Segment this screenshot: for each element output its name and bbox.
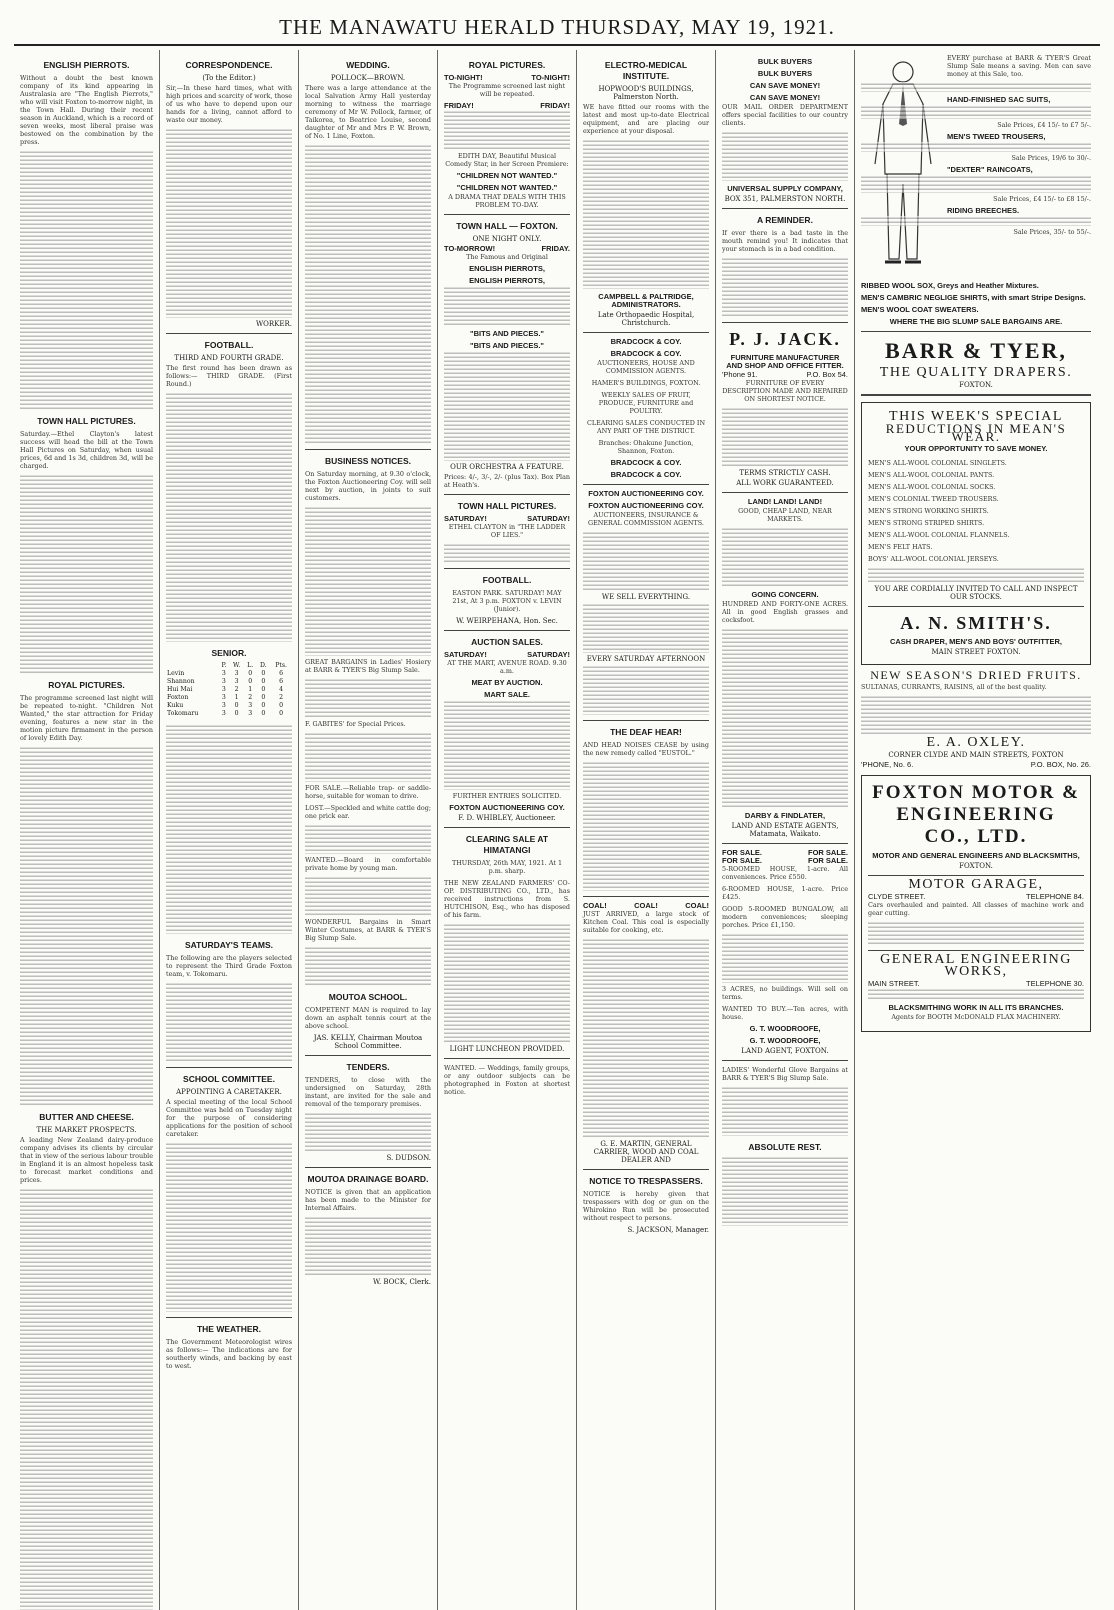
column-3 (299, 50, 438, 1610)
signature: S. DUDSON. (386, 1154, 431, 1162)
ad-label: TO-MORROW! (444, 244, 496, 253)
ad-text: CLEARING SALES CONDUCTED IN ANY PART OF THE DISTRICT. (586, 419, 706, 435)
headline: SCHOOL COMMITTEE. (183, 1074, 275, 1084)
product-name: RIDING BREECHES. (947, 206, 1020, 215)
table-cell: 3 (248, 710, 253, 717)
column-5 (577, 50, 716, 1610)
table-cell: 3 (221, 678, 226, 685)
list-item: MEN'S FELT HATS. (868, 543, 933, 551)
phone-number: TELEPHONE 84. (1026, 892, 1084, 901)
article-text: The programme screened last night will be repeated to-night. "Children Not Wanted," the star attraction for Friday evening, features a new star in the motion picture firmament in the person of lovely Edith Day. (20, 694, 153, 742)
headline: ENGLISH PIERROTS. (43, 60, 130, 70)
signature: F. D. WHIBLEY, Auctioneer. (458, 814, 556, 822)
list-item: MEN'S STRONG WORKING SHIRTS. (868, 507, 989, 515)
signature: G. E. MARTIN, GENERAL CARRIER, WOOD AND COAL DEALER AND (593, 1140, 699, 1164)
headline: MOUTOA SCHOOL. (328, 992, 408, 1002)
firm-name: BRADCOCK & COY. (610, 470, 682, 479)
ad-text: NOTICE is given that an application has been made to the Minister for Internal Affairs. (305, 1188, 431, 1212)
article-text: Without a doubt the best known company of its kind appearing in Australasia are "The English Pierrots," who will visit Foxton to-morrow night, in the Town Hall. During their recent season in Auckland, which is a record of seven weeks, most liberal praise was bestowed on the combination by the press. (20, 74, 153, 146)
table-row (166, 686, 292, 694)
table-row (166, 670, 292, 678)
firm-tagline: MOTOR AND GENERAL ENGINEERS AND BLACKSMITHS, (872, 851, 1080, 860)
table-cell: 0 (261, 686, 266, 693)
firm-name: DARBY & FINDLATER, (744, 811, 826, 820)
ad-label: COAL! (634, 901, 658, 910)
headline: FOOTBALL. (482, 575, 532, 585)
headline: A REMINDER. (757, 215, 813, 225)
table-cell: 0 (261, 678, 266, 685)
act-title: ENGLISH PIERROTS, (469, 276, 545, 285)
ad-label: SATURDAY! (444, 514, 487, 523)
price: Sale Prices, £4 15/- to £7 5/-. (997, 121, 1091, 129)
firm-name: G. T. WOODROOFE, (749, 1024, 821, 1033)
column-4 (438, 50, 577, 1610)
ad-text: TENDERS, to close with the undersigned on Saturday, 28th instant, are invited for the sale and removal of the temporary premises. (305, 1076, 431, 1108)
ad-text: HUNDRED AND FORTY-ONE ACRES. All in good English grasses and cocksfoot. (722, 600, 848, 624)
ad-text: JUST ARRIVED, a large stock of Kitchen Coal. This coal is especially suitable for cooking, etc. (583, 910, 709, 934)
price: Sale Prices, 19/6 to 30/-. (1011, 154, 1091, 162)
headline: MOUTOA DRAINAGE BOARD. (307, 1174, 429, 1184)
firm-name: CAMPBELL & PALTRIDGE, ADMINISTRATORS. (598, 292, 694, 309)
ad-text: Agents for BOOTH McDONALD FLAX MACHINERY. (891, 1013, 1061, 1021)
article-text: There was a large attendance at the local Salvation Army Hall yesterday morning to witness the marriage ceremony of Mr W. Pollock, farmer, of Taikorea, to Beatrice Louise, second daughter of Mr and Mrs P. W. Brown, of No. 1 Line, Foxton. (305, 84, 431, 140)
table-cell: Foxton (167, 694, 189, 701)
table-header: P. (221, 662, 227, 669)
table-cell: 3 (221, 694, 226, 701)
table-cell: Kuku (167, 702, 184, 709)
table-cell: 0 (261, 710, 266, 717)
show-title: "BITS AND PIECES." (470, 329, 544, 338)
po-box: P.O. Box 54. (806, 370, 848, 379)
address: FOXTON. (959, 862, 993, 870)
headline: CORRESPONDENCE. (185, 60, 273, 70)
ad-text: EASTON PARK. SATURDAY! MAY 21st, At 3 p.m. FOXTON v. LEVIN (Junior). (452, 589, 562, 613)
show-title: "BITS AND PIECES." (470, 341, 544, 350)
table-cell: 0 (234, 710, 239, 717)
firm-name: G. T. WOODROOFE, (749, 1036, 821, 1045)
article-text: The first round has been drawn as follows:— THIRD GRADE. (First Round.) (166, 364, 292, 388)
ad-title: CAN SAVE MONEY! (749, 81, 821, 90)
ad-title: REDUCTIONS IN MEAN'S WEAR. (885, 421, 1067, 444)
column-1 (14, 50, 160, 1610)
ad-title: LAND! LAND! LAND! (747, 497, 823, 506)
subheadline: HOPWOOD'S BUILDINGS, Palmerston North. (598, 85, 694, 101)
ad-title: MOTOR GARAGE, (908, 877, 1044, 892)
ad-text: ETHEL CLAYTON in "THE LADDER OF LIES." (448, 523, 566, 539)
list-item: MEN'S ALL-WOOL COLONIAL SINGLETS. (868, 459, 1007, 467)
ad-note: WE SELL EVERYTHING. (601, 593, 691, 601)
product-name: "DEXTER" RAINCOATS, (947, 165, 1033, 174)
ad-title: FURNITURE MANUFACTURER AND SHOP AND OFFICE FITTER. (726, 353, 844, 370)
ad-text: EDITH DAY, Beautiful Musical Comedy Star, in her Screen Premiere: (445, 152, 569, 168)
ad-text: Cars overhauled and painted. All classes of machine work and gear cutting. (868, 901, 1084, 917)
signature: JAS. KELLY, Chairman Moutoa School Committee. (313, 1034, 423, 1050)
ad-text: 3 ACRES, no buildings. Will sell on terms. (722, 985, 848, 1001)
headline: WEDDING. (346, 60, 390, 70)
ad-title: GENERAL ENGINEERING (880, 952, 1072, 967)
ad-title: BULK BUYERS (757, 69, 813, 78)
address: MAIN STREET. (868, 979, 920, 988)
firm-tagline: CASH DRAPER, MEN'S AND BOYS' OUTFITTER, (889, 637, 1063, 646)
firm-name: BRADCOCK & COY. (610, 337, 682, 346)
act-title: ENGLISH PIERROTS, (469, 264, 545, 273)
ad-text: WANTED.—Board in comfortable private home by young man. (305, 856, 431, 872)
phone-number: 'PHONE, No. 6. (861, 760, 914, 769)
ad-text: LOST.—Speckled and white cattle dog; one prick ear. (305, 804, 431, 820)
table-row (166, 678, 292, 686)
list-item: BOYS' ALL-WOOL COLONIAL JERSEYS. (868, 555, 999, 563)
headline: TENDERS. (346, 1062, 390, 1072)
headline: ELECTRO-MEDICAL INSTITUTE. (604, 60, 688, 81)
ad-title: MEAT BY AUCTION. (471, 678, 543, 687)
firm-name: A. N. SMITH'S. (900, 613, 1052, 633)
feature-title: "CHILDREN NOT WANTED." (456, 183, 558, 192)
headline: ROYAL PICTURES. (48, 680, 125, 690)
table-header (166, 662, 218, 670)
list-item: MEN'S COLONIAL TWEED TROUSERS. (868, 495, 999, 503)
subheadline: (To the Editor.) (202, 74, 256, 82)
ad-text: WANTED TO BUY.—Ten acres, with house. (722, 1005, 848, 1021)
headline: ROYAL PICTURES. (468, 60, 546, 70)
address: LAND AND ESTATE AGENTS, Matamata, Waikato. (731, 822, 839, 838)
product-name: RIBBED WOOL SOX, Greys and Heather Mixtures. (861, 281, 1039, 290)
ad-title: MART SALE. (484, 690, 530, 699)
article-text: The following are the players selected to represent the Third Grade Foxton team, v. Tokomaru. (166, 954, 292, 978)
firm-name: FOXTON AUCTIONEERING COY. (588, 501, 704, 510)
table-row (166, 702, 292, 710)
table-cell: 0 (234, 702, 239, 709)
feature-title: "CHILDREN NOT WANTED." (456, 171, 558, 180)
table-cell: 3 (221, 670, 226, 677)
firm-name: FOXTON AUCTIONEERING COY. (449, 803, 565, 812)
ad-label: FOR SALE. (807, 848, 848, 857)
headline: FOOTBALL. (204, 340, 254, 350)
product-list (868, 459, 1084, 563)
table-cell: 4 (279, 686, 284, 693)
headline: SATURDAY'S TEAMS. (185, 940, 273, 950)
list-item: MEN'S ALL-WOOL COLONIAL FLANNELS. (868, 531, 1010, 539)
ad-tagline: YOUR OPPORTUNITY TO SAVE MONEY. (904, 444, 1048, 453)
ad-title: CAN SAVE MONEY! (749, 93, 821, 102)
ad-text: COMPETENT MAN is required to lay down an asphalt tennis court at the above school. (305, 1006, 431, 1030)
article-text: A leading New Zealand dairy-produce company advises its clients by circular that in view of the serious labour trouble in England it is an almost hopeless task to forecast market conditions and prices. (20, 1136, 153, 1184)
table-cell: 3 (221, 702, 226, 709)
ad-label: FOR SALE. (807, 856, 848, 865)
ad-label: SATURDAY! (527, 650, 570, 659)
firm-name: BRADCOCK & COY. (610, 458, 682, 467)
ad-text: OUR MAIL ORDER DEPARTMENT offers special facilities to our country clients. (722, 103, 848, 127)
table-cell: 1 (248, 686, 253, 693)
ad-title: WORKS, (944, 964, 1008, 979)
headline: BUTTER AND CHEESE. (39, 1112, 134, 1122)
table-cell: 1 (234, 694, 239, 701)
subheadline: ONE NIGHT ONLY. (472, 235, 542, 243)
table-cell: Shannon (167, 678, 195, 685)
ad-text: THURSDAY, 26th MAY, 1921. At 1 p.m. sharp. (451, 859, 563, 875)
signature: WORKER. (255, 320, 292, 328)
ad-label: FRIDAY! (444, 101, 474, 110)
ad-text: LADIES' Wonderful Glove Bargains at BARR & TYER'S Big Slump Sale. (722, 1066, 848, 1082)
table-cell: 2 (234, 686, 239, 693)
subheadline: Late Orthopaedic Hospital, Christchurch. (597, 311, 695, 327)
ad-label: SATURDAY! (444, 650, 487, 659)
ad-note: ALL WORK GUARANTEED. (736, 479, 834, 487)
table-header: D. (260, 662, 267, 669)
address: CLYDE STREET. (868, 892, 926, 901)
headline: BUSINESS NOTICES. (325, 456, 411, 466)
ad-text: A DRAMA THAT DEALS WITH THIS PROBLEM TO-DAY. (448, 193, 566, 209)
ad-text: The Programme screened last night will be repeated. (448, 82, 566, 98)
ad-label: SATURDAY! (527, 514, 570, 523)
ad-text: WANTED. — Weddings, family groups, or any outdoor subjects can be photographed in Foxton at shortest notice. (444, 1064, 570, 1096)
ad-note: EVERY SATURDAY AFTERNOON (586, 655, 706, 663)
product-name: MEN'S TWEED TROUSERS, (947, 132, 1046, 141)
ad-text: WE have fitted our rooms with the latest and most up-to-date Electrical equipment, and are placing our experience at your disposal. (583, 103, 709, 135)
table-cell: 6 (279, 670, 284, 677)
ad-text: AT THE MART, AVENUE ROAD. 9.30 a.m. (447, 659, 567, 675)
ad-text: If ever there is a bad taste in the mouth remind you! It indicates that your stomach is in a bad condition. (722, 229, 848, 253)
ad-label: TO-NIGHT! (531, 73, 570, 82)
firm-name: ENGINEERING (896, 804, 1056, 825)
ad-text: WONDERFUL Bargains in Smart Winter Costumes, at BARR & TYER'S Big Slump Sale. (305, 918, 431, 942)
headline: NOTICE TO TRESPASSERS. (589, 1176, 703, 1186)
ad-text: AUCTIONEERS, HOUSE AND COMMISSION AGENTS. (597, 359, 695, 375)
ad-text: GOOD, CHEAP LAND, NEAR MARKETS. (738, 507, 832, 523)
price: Sale Prices, £4 15/- to £8 15/-. (993, 195, 1091, 203)
ad-text: HAMER'S BUILDINGS, FOXTON. (591, 379, 701, 387)
columns (14, 50, 1100, 1610)
ad-label: COAL! (685, 901, 709, 910)
ad-text: SULTANAS, CURRANTS, RAISINS, all of the best quality. (861, 683, 1047, 691)
table-cell: 2 (248, 694, 253, 701)
smith-ad (861, 402, 1091, 665)
table-cell: 0 (248, 678, 253, 685)
foxton-motor-ad (861, 775, 1091, 1032)
headline: THE WEATHER. (196, 1324, 262, 1334)
subheadline: APPOINTING A CARETAKER. (176, 1088, 282, 1096)
table-cell: 3 (234, 678, 239, 685)
headline: ABSOLUTE REST. (748, 1142, 822, 1152)
headline: TOWN HALL PICTURES. (37, 416, 136, 426)
ad-label: FRIDAY. (541, 244, 570, 253)
table-cell: Hui Mai (167, 686, 193, 693)
ad-text: Branches: Ohakune Junction, Shannon, Foxton. (598, 439, 694, 455)
firm-name: UNIVERSAL SUPPLY COMPANY, (727, 184, 843, 193)
table-cell: 3 (248, 702, 253, 709)
list-item: MEN'S ALL-WOOL COLONIAL PANTS. (868, 471, 995, 479)
address: MAIN STREET FOXTON. (931, 648, 1021, 656)
ad-label: COAL! (583, 901, 607, 910)
ad-label: FOR SALE. (722, 848, 763, 857)
ad-title: BULK BUYERS (757, 57, 813, 66)
ad-text: 6-ROOMED HOUSE, 1-acre. Price £425. (722, 885, 848, 901)
ad-text: The Famous and Original (466, 253, 548, 261)
address: CORNER CLYDE AND MAIN STREETS, FOXTON (888, 751, 1064, 759)
column-7 (855, 50, 1097, 1610)
product-name: HAND-FINISHED SAC SUITS, (947, 95, 1051, 104)
list-item: MEN'S ALL-WOOL COLONIAL SOCKS. (868, 483, 996, 491)
subheadline: THE MARKET PROSPECTS. (36, 1126, 137, 1134)
ad-title: GOING CONCERN. (751, 590, 819, 599)
firm-name: P. J. JACK. (729, 329, 841, 349)
table-header: W. (232, 662, 241, 669)
ad-text: EVERY purchase at BARR & TYER'S Great Slump Sale means a saving. Men can save money at this Sale, too. (947, 54, 1091, 78)
table-cell: 0 (279, 702, 284, 709)
article-text: A special meeting of the local School Committee was held on Tuesday night for the purpose of considering applications for the position of school caretaker. (166, 1098, 292, 1138)
table-cell: 0 (248, 670, 253, 677)
ad-text: FOR SALE.—Reliable trap- or saddle-horse, suitable for woman to drive. (305, 784, 431, 800)
ad-text: GOOD 5-ROOMED BUNGALOW, all modern conveniences; sleeping porches. Price £1,150. (722, 905, 848, 929)
ad-note: LIGHT LUNCHEON PROVIDED. (449, 1045, 565, 1053)
table-cell: 0 (261, 702, 266, 709)
ad-note: OUR ORCHESTRA A FEATURE. (450, 463, 564, 471)
firm-name: BARR & TYER, (885, 338, 1067, 363)
phone-number: TELEPHONE 30. (1026, 979, 1084, 988)
address: BOX 351, PALMERSTON NORTH. (724, 195, 846, 203)
ad-text: 5-ROOMED HOUSE, 1-acre. All conveniences. Price £550. (722, 865, 848, 881)
ad-text: Prices: 4/-, 3/-, 2/- (plus Tax). Box Plan at Heath's. (444, 473, 570, 489)
ad-note: YOU ARE CORDIALLY INVITED TO CALL AND INSPECT OUR STOCKS. (874, 585, 1078, 601)
table-header-row (166, 662, 292, 670)
ad-text: THE NEW ZEALAND FARMERS' CO-OP. DISTRIBUTING CO., LTD., has received instructions from S. HUTCHISON, Esq., who has disposed of his farm. (444, 879, 570, 919)
subheadline: THIRD AND FOURTH GRADE. (174, 354, 284, 362)
column-6 (716, 50, 855, 1610)
firm-name: FOXTON AUCTIONEERING COY. (588, 489, 704, 498)
article-text: Saturday.—Ethel Clayton's latest success will head the bill at the Town Hall Pictures on Saturday, when usual prices, 6d and 1s 3d, children 3d, will be charged. (20, 430, 153, 470)
article-text: The Government Meteorologist wires as follows:— The indications are for southerly winds, and backing by east to west. (166, 1338, 292, 1370)
list-item: MEN'S STRONG STRIPED SHIRTS. (868, 519, 985, 527)
product-name: MEN'S WOOL COAT SWEATERS. (861, 305, 979, 314)
table-cell: 3 (221, 710, 226, 717)
table-cell: 2 (279, 694, 284, 701)
headline: THE DEAF HEAR! (610, 727, 682, 737)
table-cell: 0 (261, 694, 266, 701)
headline: CLEARING SALE AT HIMATANGI (465, 834, 549, 855)
po-box: P.O. BOX, No. 26. (1030, 760, 1091, 769)
ad-text: FURNITURE OF EVERY DESCRIPTION MADE AND REPAIRED ON SHORTEST NOTICE. (722, 379, 848, 403)
letter-text: Sir,—In these hard times, what with high prices and scarcity of work, those of us who have to depend upon our hands for a living, cannot afford to waste our money. (166, 84, 293, 124)
notice-text: On Saturday morning, at 9.30 o'clock, the Foxton Auctioneering Coy. will sell next by auction, in joints to suit customers. (305, 470, 431, 502)
ad-text: AUCTIONEERS, INSURANCE & GENERAL COMMISSION AGENTS. (588, 511, 704, 527)
ad-note: TERMS STRICTLY CASH. (739, 469, 831, 477)
ad-text: NOTICE is hereby given that trespassers with dog or gun on the Whirokino Run will be prosecuted without respect to persons. (583, 1190, 709, 1222)
football-table (166, 662, 292, 718)
ad-text: AND HEAD NOISES CEASE by using the new remedy called "EUSTOL." (583, 741, 709, 757)
table-cell: 0 (279, 710, 284, 717)
table-row (166, 710, 292, 718)
phone-number: 'Phone 91. (722, 370, 758, 379)
table-cell: 3 (234, 670, 239, 677)
column-2 (160, 50, 299, 1610)
ad-text: WEEKLY SALES OF FRUIT, PRODUCE, FURNITURE and POULTRY. (598, 391, 694, 415)
ad-tagline: BLACKSMITHING WORK IN ALL ITS BRANCHES. (888, 1003, 1064, 1012)
firm-name: BRADCOCK & COY. (610, 349, 682, 358)
product-name: MEN'S CAMBRIC NEGLIGE SHIRTS, with smart Stripe Designs. (861, 293, 1086, 302)
address: FOXTON. (959, 381, 993, 389)
ad-text: FURTHER ENTRIES SOLICITED. (452, 792, 562, 800)
signature: W. WEIRPEHANA, Hon. Sec. (456, 617, 558, 625)
firm-name: CO., LTD. (924, 826, 1028, 847)
signature: S. JACKSON, Manager. (627, 1226, 709, 1234)
masthead: THE MANAWATU HERALD THURSDAY, MAY 19, 1921. (14, 10, 1100, 46)
table-cell: Levin (167, 670, 185, 677)
subheadline: POLLOCK—BROWN. (330, 74, 406, 82)
table-cell: Tokomaru (167, 710, 199, 717)
ad-label: FOR SALE. (722, 856, 763, 865)
address: LAND AGENT, FOXTON. (741, 1047, 829, 1055)
table-header: Pts. (275, 662, 288, 669)
table-cell: 0 (261, 670, 266, 677)
headline: TOWN HALL PICTURES. (457, 501, 557, 511)
table-header: L. (247, 662, 254, 669)
headline: TOWN HALL — FOXTON. (456, 221, 558, 231)
price: Sale Prices, 35/- to 55/-. (1013, 228, 1091, 236)
firm-name: E. A. OXLEY. (926, 735, 1026, 750)
barr-tyer-ad (861, 54, 1091, 278)
ad-text: F. GABITES' for Special Prices. (305, 720, 406, 728)
signature: W. BOCK, Clerk. (372, 1278, 431, 1286)
ad-title: THIS WEEK'S SPECIAL (889, 409, 1063, 424)
headline: SENIOR. (211, 648, 247, 658)
table-cell: 6 (279, 678, 284, 685)
ad-label: TO-NIGHT! (444, 73, 483, 82)
table-cell: 3 (221, 686, 226, 693)
ad-title: NEW SEASON'S DRIED FRUITS. (870, 668, 1082, 682)
firm-tagline: THE QUALITY DRAPERS. (879, 365, 1073, 380)
ad-tagline: WHERE THE BIG SLUMP SALE BARGAINS ARE. (889, 317, 1063, 326)
headline: AUCTION SALES. (471, 637, 543, 647)
ad-label: FRIDAY! (540, 101, 570, 110)
table-row (166, 694, 292, 702)
ad-text: GREAT BARGAINS in Ladies' Hosiery at BARR & TYER'S Big Slump Sale. (305, 658, 431, 674)
firm-name: FOXTON MOTOR & (872, 782, 1080, 803)
